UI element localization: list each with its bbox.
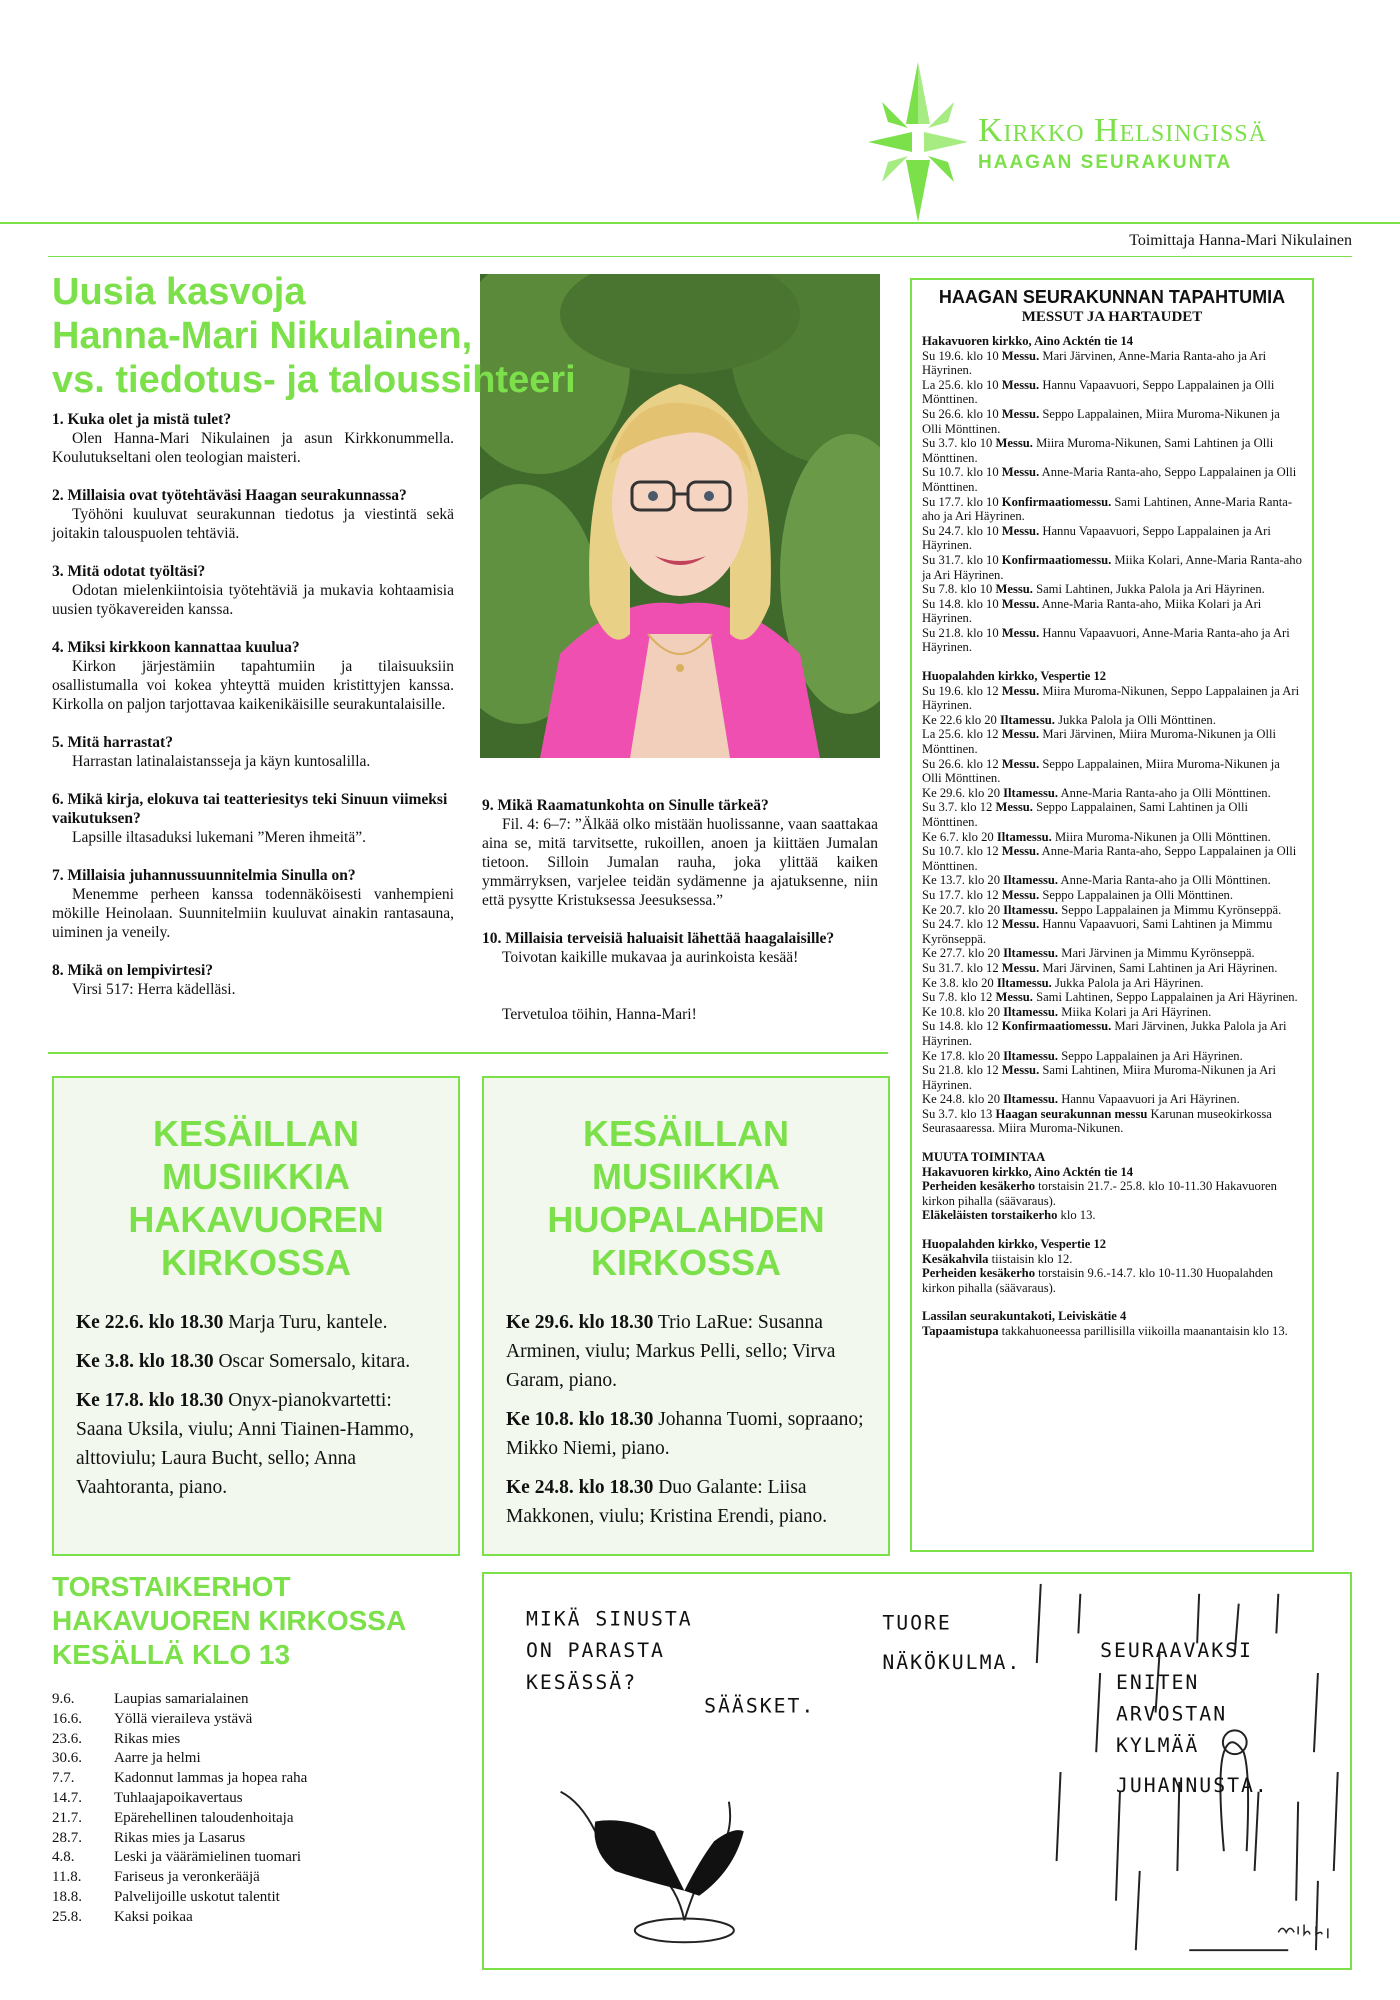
events-section-heading: Hakavuoren kirkko, Aino Acktén tie 14 [922,334,1134,348]
event-people: Seppo Lappalainen ja Olli Mönttinen. [1039,887,1233,902]
answer: Virsi 517: Herra kädelläsi. [72,981,236,998]
comic-bubble-line: KESÄSSÄ? [525,1670,638,1694]
event-people: Sami Lahtinen, Miira Muroma-Nikunen ja Ari Häyrinen. [922,1063,1277,1092]
event-time: Ke 24.8. klo 20 [922,1092,1004,1107]
event-time: Su 26.6. klo 12 [922,756,1002,771]
concert-date: Ke 3.8. klo 18.30 [76,1351,214,1372]
event-time: Su 19.6. klo 10 [922,348,1002,363]
event-time: Su 14.8. klo 12 [922,1019,1002,1034]
event-item [922,465,1302,494]
thursday-date: 28.7. [52,1829,82,1846]
concert-date: Ke 29.6. klo 18.30 [506,1312,654,1333]
thursday-row [52,1749,432,1769]
event-people: Miika Kolari ja Ari Häyrinen. [1058,1004,1212,1019]
event-item [922,1019,1302,1048]
comic-bubble-line: ARVOSTAN [1115,1702,1228,1726]
event-item [922,553,1302,582]
event-item [922,495,1302,524]
event-people: Karunan museokirkossa Seurasaaressa. Miira Muroma-Nikunen. [922,1106,1272,1136]
event-people: Anne-Maria Ranta-aho ja Olli Mönttinen. [1058,873,1271,888]
event-type: Konfirmaatiomessu. [1001,1019,1112,1034]
concert-item [506,1308,866,1395]
qa-item [52,790,454,847]
event-time: Ke 29.6. klo 20 [922,785,1004,800]
thursday-row [52,1868,432,1888]
answer: Odotan mielenkiintoisia työtehtäviä ja mukavia kohtaamisia uusien työkavereiden kanssa. [52,582,454,618]
event-item [922,990,1302,1005]
event-type: Messu. [1001,960,1040,975]
question: 3. Mitä odotat työltäsi? [52,563,206,580]
event-people: takkahuoneessa parillisilla viikoilla maanantaisin klo 13. [998,1324,1288,1338]
thursday-date: 16.6. [52,1710,82,1727]
event-item [922,786,1302,801]
event-type: Iltamessu. [1003,785,1059,800]
thursday-topic: Yöllä vieraileva ystävä [114,1710,253,1727]
event-type: Iltamessu. [1003,1004,1059,1019]
answer: Kirkon järjestämiin tapahtumiin ja tilaisuuksiin osallistumalla voi kokea yhteyttä muiden kristittyjen kanssa. Kirkolla on paljon tarjottavaa kaikenikäisille seurakuntalaisille. [52,658,454,713]
events-title: HAAGAN SEURAKUNNAN TAPAHTUMIA [938,287,1286,307]
answer: Menemme perheen kanssa todennäköisesti vanhempieni mökille Heinolaan. Suunnitelmiin kuuluvat ainakin rantasauna, uiminen ja veneily. [52,886,454,941]
question: 6. Mikä kirja, elokuva tai teatteriesitys teki Sinuun viimeksi vaikutuksen? [52,791,448,827]
event-people: Sami Lahtinen, Anne-Maria Ranta-aho ja Ari Häyrinen. [922,494,1293,524]
events-other-title: MUUTA TOIMINTAA [922,1150,1046,1165]
event-time: La 25.6. klo 12 [922,727,1002,742]
thursday-row [52,1710,432,1730]
event-item [922,1252,1302,1267]
article-title-line: Hanna-Mari Nikulainen, [52,315,473,357]
event-people: Anne-Maria Ranta-aho, Miika Kolari ja Ari Häyrinen. [922,596,1262,626]
logo-main-text: Kirkko Helsingissä [978,112,1267,149]
event-type: Iltamessu. [1003,946,1059,961]
qa-item [482,796,878,910]
thursday-date: 4.8. [52,1849,75,1866]
event-type: Messu. [1001,406,1040,421]
event-people: tiistaisin klo 12. [988,1251,1073,1266]
thursday-title-line: HAKAVUOREN KIRKOSSA [52,1605,407,1636]
thursday-topic: Laupias samarialainen [114,1691,249,1707]
event-time: Su 24.7. klo 12 [922,917,1002,932]
events-other-section [922,1150,1302,1223]
event-people: Mari Järvinen, Miira Muroma-Nikunen ja Olli Mönttinen. [922,727,1276,757]
event-people: Miika Kolari, Anne-Maria Ranta-aho ja Ari Häyrinen. [922,552,1302,582]
event-people: Hannu Vapaavuori, Sami Lahtinen ja Mimmu Kyrönseppä. [922,917,1273,946]
event-item [922,917,1302,946]
event-item [922,873,1302,888]
comic-bubble-line: ENITEN [1115,1670,1200,1694]
event-people: Miira Muroma-Nikunen ja Olli Mönttinen. [1051,829,1271,844]
event-item [922,800,1302,829]
event-time: Su 3.7. klo 12 [922,800,996,815]
article-title [52,270,576,402]
thursday-topic: Fariseus ja veronkerääjä [114,1869,260,1886]
events-section-heading: Huopalahden kirkko, Vespertie 12 [922,1237,1107,1252]
comic-bubble-line: SEURAAVAKSI [1100,1639,1253,1663]
event-type: Kesäkahvila [922,1251,989,1266]
comic-bubble-line: ON PARASTA [525,1639,665,1663]
thursday-topic: Tuhlaajapoikavertaus [114,1789,243,1806]
events-subtitle: MESSUT JA HARTAUDET [1021,309,1203,325]
article-rule [48,1052,888,1054]
event-item [922,757,1302,786]
comic-bubble-line: SÄÄSKET. [704,1694,816,1718]
thursday-date: 7.7. [52,1770,75,1787]
event-people: Mari Järvinen, Jukka Palola ja Ari Häyrinen. [922,1019,1287,1048]
answer: Työhöni kuuluvat seurakunnan tiedotus ja viestintä sekä joitakin talouspuolen tehtäviä. [52,506,454,542]
church-logo-icon [868,62,968,222]
comic-bubble-line: KYLMÄÄ [1115,1734,1200,1758]
event-item [922,1179,1302,1208]
event-item [922,1266,1302,1295]
event-type: Messu. [1001,917,1040,932]
events-box [910,278,1314,1552]
event-people: Jukka Palola ja Olli Mönttinen. [1054,712,1216,727]
qa-item [52,961,454,999]
event-people: Hannu Vapaavuori ja Ari Häyrinen. [1058,1092,1240,1107]
thursday-topic: Rikas mies [114,1730,181,1747]
question: 10. Millaisia terveisiä haluaisit lähettää haagalaisille? [482,930,835,947]
event-time: Su 7.8. klo 12 [922,990,996,1005]
event-item [922,597,1302,626]
event-time: Su 10.7. klo 12 [922,844,1002,859]
event-item [922,961,1302,976]
event-people: Sami Lahtinen, Seppo Lappalainen ja Ari Häyrinen. [1032,990,1298,1005]
event-people: Hannu Vapaavuori, Seppo Lappalainen ja Ari Häyrinen. [922,523,1271,553]
events-list [922,1252,1302,1296]
event-time: Su 31.7. klo 12 [922,960,1002,975]
thursday-topic: Leski ja väärämielinen tuomari [114,1849,302,1866]
event-people: Anne-Maria Ranta-aho ja Olli Mönttinen. [1058,785,1271,800]
answer: Fil. 4: 6–7: ”Älkää olko mistään huolissanne, vaan saattakaa aina se, mitä tarvitsette, rukoillen, anoen ja kiittäen Jumalan tietoon. Silloin Jumalan rauha, joka ylittää kaiken ymmärryksen, varjelee teidän sydämenne ja ajatuksenne, niin että pysytte Kristuksessa Jeesuksessa.” [482,816,878,909]
events-list [922,1324,1302,1339]
artist-signature-icon [1278,1924,1327,1938]
qa-item [52,866,454,942]
event-item [922,626,1302,655]
event-type: Konfirmaatiomessu. [1001,552,1112,567]
event-type: Messu. [1001,887,1040,902]
event-item [922,713,1302,728]
event-type: Iltamessu. [1000,712,1055,727]
event-item [922,844,1302,873]
event-type: Perheiden kesäkerho [922,1266,1035,1281]
question: 4. Miksi kirkkoon kannattaa kuulua? [52,639,300,656]
thursday-date: 11.8. [52,1869,82,1886]
event-type: Konfirmaatiomessu. [1001,494,1112,509]
event-type: Iltamessu. [1003,873,1059,888]
event-item [922,727,1302,756]
event-time: Su 3.7. klo 13 [922,1106,996,1121]
thursday-date: 18.8. [52,1888,82,1905]
event-time: Su 3.7. klo 10 [922,436,996,451]
thursday-topic: Palvelijoille uskotut talentit [114,1888,280,1905]
event-time: Su 31.7. klo 10 [922,552,1002,567]
header-rule-thin [48,256,1352,257]
event-type: Messu. [1001,727,1040,742]
event-time: Ke 22.6 klo 20 [922,712,1001,727]
event-type: Eläkeläisten torstaikerho [922,1208,1058,1223]
event-type: Messu. [1001,465,1040,480]
event-item [922,888,1302,903]
event-type: Messu. [995,800,1033,815]
concert-item [506,1405,866,1463]
event-time: Ke 10.8. klo 20 [922,1004,1004,1019]
event-time: Ke 6.7. klo 20 [922,829,997,844]
event-type: Messu. [995,990,1033,1005]
concert-list [76,1308,436,1502]
concert-date: Ke 17.8. klo 18.30 [76,1390,224,1411]
event-item [922,830,1302,845]
concert-item [76,1347,436,1376]
event-time: Su 24.7. klo 10 [922,523,1002,538]
concert-item [506,1473,866,1531]
concert-item [76,1386,436,1502]
event-item [922,582,1302,597]
event-item [922,1324,1302,1339]
qa-item [52,562,454,619]
qa-column-right [482,796,878,1024]
concert-performers: Onyx-pianokvartetti: Saana Uksila, viulu; Anni Tiainen-Hammo, alttoviulu; Laura Bucht, sello; Anna Vaahtoranta, piano. [76,1390,414,1498]
event-time: Ke 13.7. klo 20 [922,873,1004,888]
answer: Lapsille iltasaduksi lukemani ”Meren ihmeitä”. [72,829,366,846]
event-time: Su 19.6. klo 12 [922,683,1002,698]
comic-bubble-line: NÄKÖKULMA. [882,1651,1022,1675]
concert-performers: Trio LaRue: Susanna Arminen, viulu; Markus Pelli, sello; Virva Garam, piano. [506,1312,836,1391]
comic-bubble-line: MIKÄ SINUSTA [525,1607,693,1631]
thursday-row [52,1848,432,1868]
event-item [922,1063,1302,1092]
event-item [922,684,1302,713]
events-section-heading: Hakavuoren kirkko, Aino Acktén tie 14 [922,1164,1134,1179]
event-item [922,436,1302,465]
thursday-topic: Rikas mies ja Lasarus [114,1829,246,1846]
event-people: Mari Järvinen ja Mimmu Kyrönseppä. [1058,946,1255,961]
question: 8. Mikä on lempivirtesi? [52,962,214,979]
thursday-topic: Kaksi poikaa [114,1908,193,1925]
event-type: Messu. [995,582,1033,597]
thursday-topic: Epärehellinen taloudenhoitaja [114,1809,294,1826]
event-type: Messu. [1001,844,1040,859]
thursday-list [52,1690,432,1928]
event-people: Mari Järvinen, Sami Lahtinen ja Ari Häyrinen. [1039,960,1278,975]
event-type: Messu. [1001,596,1040,611]
concert-box-hakavuori [52,1076,460,1556]
thursday-topic: Aarre ja helmi [114,1750,201,1767]
question: 2. Millaisia ovat työtehtäväsi Haagan seurakunnassa? [52,487,407,504]
event-type: Messu. [1001,348,1040,363]
concert-performers: Duo Galante: Liisa Makkonen, viulu; Kristina Erendi, piano. [506,1477,828,1527]
event-time: Su 17.7. klo 10 [922,494,1002,509]
event-item [922,1049,1302,1064]
event-people: Anne-Maria Ranta-aho, Seppo Lappalainen ja Olli Mönttinen. [922,844,1297,873]
concert-item [76,1308,436,1337]
event-people: Hannu Vapaavuori, Seppo Lappalainen ja Olli Mönttinen. [922,377,1275,407]
event-people: klo 13. [1057,1208,1096,1223]
event-time: Su 10.7. klo 10 [922,465,1002,480]
event-type: Iltamessu. [1003,1092,1059,1107]
event-people: Mari Järvinen, Anne-Maria Ranta-aho ja Ari Häyrinen. [922,348,1267,378]
comic-strip [482,1572,1352,1970]
event-time: Su 17.7. klo 12 [922,887,1002,902]
events-section-heading: Lassilan seurakuntakoti, Leiviskätie 4 [922,1309,1127,1324]
thursday-title [52,1570,406,1672]
qa-item [52,410,454,467]
event-item [922,903,1302,918]
thursday-row [52,1809,432,1829]
event-item [922,524,1302,553]
thursday-date: 21.7. [52,1809,82,1826]
thursday-title-line: KESÄLLÄ KLO 13 [52,1639,291,1670]
comic-bubble-line: TUORE [882,1611,952,1635]
thursday-topic: Kadonnut lammas ja hopea raha [114,1770,308,1787]
concert-performers: Johanna Tuomi, sopraano; Mikko Niemi, piano. [506,1409,864,1459]
qa-column-left [52,410,454,1018]
question: 1. Kuka olet ja mistä tulet? [52,411,232,428]
event-time: Ke 3.8. klo 20 [922,975,997,990]
events-list [922,1179,1302,1223]
thursday-date: 9.6. [52,1691,75,1707]
event-people: Hannu Vapaavuori, Anne-Maria Ranta-aho ja Ari Häyrinen. [922,625,1290,655]
event-people: Miira Muroma-Nikunen, Seppo Lappalainen ja Ari Häyrinen. [922,683,1300,713]
event-type: Messu. [1001,625,1040,640]
event-type: Messu. [1001,1063,1040,1078]
thursday-row [52,1769,432,1789]
event-type: Iltamessu. [996,975,1052,990]
event-time: Su 26.6. klo 10 [922,406,1002,421]
thursday-row [52,1888,432,1908]
thursday-date: 23.6. [52,1730,82,1747]
thursday-date: 25.8. [52,1908,82,1925]
concert-date: Ke 22.6. klo 18.30 [76,1312,224,1333]
event-item [922,378,1302,407]
event-item [922,1107,1302,1136]
event-people: Anne-Maria Ranta-aho, Seppo Lappalainen ja Olli Mönttinen. [922,465,1297,494]
event-time: Su 14.8. klo 10 [922,596,1002,611]
thursday-date: 14.7. [52,1789,82,1806]
closing-line: Tervetuloa töihin, Hanna-Mari! [502,1006,697,1023]
concert-performers: Marja Turu, kantele. [223,1312,388,1333]
events-huopalahti-section [922,669,1302,1136]
event-type: Messu. [1001,683,1040,698]
question: 7. Millaisia juhannussuunnitelmia Sinulla on? [52,867,356,884]
qa-item [52,733,454,771]
concert-list [506,1308,866,1531]
concert-box-huopalahti [482,1076,890,1556]
event-type: Messu. [995,436,1033,451]
event-people: Seppo Lappalainen ja Ari Häyrinen. [1058,1048,1243,1063]
event-item [922,407,1302,436]
event-type: Messu. [1001,756,1040,771]
events-hakavuori-section [922,334,1302,655]
thursday-row [52,1690,432,1710]
event-time: Ke 17.8. klo 20 [922,1048,1004,1063]
concert-performers: Oscar Somersalo, kitara. [213,1351,411,1372]
editor-credit: Toimittaja Hanna-Mari Nikulainen [1129,232,1352,249]
qa-item [52,486,454,543]
logo-sub-text: HAAGAN SEURAKUNTA [978,152,1233,173]
article-title-line: Uusia kasvoja [52,271,306,313]
event-item [922,349,1302,378]
answer: Harrastan latinalaistansseja ja käyn kuntosalilla. [72,753,371,770]
event-type: Iltamessu. [996,829,1052,844]
events-list [922,684,1302,1136]
events-other-huopalahti-section [922,1237,1302,1295]
event-type: Messu. [1001,523,1040,538]
event-people: Seppo Lappalainen ja Mimmu Kyrönseppä. [1058,902,1282,917]
comic-bubble-line: JUHANNUSTA. [1115,1773,1269,1797]
concert-title: KESÄILLAN MUSIIKKIA HUOPALAHDEN KIRKOSSA [547,1113,825,1283]
event-time: La 25.6. klo 10 [922,377,1002,392]
article-title-line: vs. tiedotus- ja taloussihteeri [52,359,576,401]
question: 9. Mikä Raamatunkohta on Sinulle tärkeä? [482,797,769,814]
event-item [922,1208,1302,1223]
events-section-heading: Huopalahden kirkko, Vespertie 12 [922,669,1107,684]
answer: Olen Hanna-Mari Nikulainen ja asun Kirkkonummella. Koulutukseltani olen teologian maisteri. [52,430,454,466]
event-people: Jukka Palola ja Ari Häyrinen. [1051,975,1204,990]
concert-date: Ke 10.8. klo 18.30 [506,1409,654,1430]
concert-date: Ke 24.8. klo 18.30 [506,1477,654,1498]
thursday-row [52,1829,432,1849]
events-list [922,349,1302,655]
events-lassila-section [922,1309,1302,1338]
event-people: torstaisin 21.7.- 25.8. klo 10-11.30 Hakavuoren kirkon pihalla (säävaraus). [922,1179,1277,1208]
thursday-row [52,1908,432,1928]
event-people: Miira Muroma-Nikunen, Sami Lahtinen ja Olli Mönttinen. [922,436,1274,465]
event-time: Ke 20.7. klo 20 [922,902,1004,917]
qa-item [52,638,454,714]
concert-title: KESÄILLAN MUSIIKKIA HAKAVUOREN KIRKOSSA [128,1113,384,1283]
event-time: Su 21.8. klo 12 [922,1063,1002,1078]
thursday-date: 30.6. [52,1750,82,1767]
event-people: Seppo Lappalainen, Sami Lahtinen ja Olli Mönttinen. [922,800,1249,829]
event-type: Tapaamistupa [922,1324,999,1338]
event-type: Iltamessu. [1003,902,1059,917]
thursday-row [52,1789,432,1809]
thursday-row [52,1730,432,1750]
event-type: Messu. [1001,377,1040,392]
event-item [922,946,1302,961]
header-rule [0,222,1400,224]
qa-item [482,929,878,967]
event-item [922,976,1302,991]
event-type: Haagan seurakunnan messu [995,1106,1148,1121]
event-people: Seppo Lappalainen, Miira Muroma-Nikunen ja Olli Mönttinen. [922,756,1280,786]
logo-text [978,112,1267,174]
event-type: Perheiden kesäkerho [922,1179,1035,1194]
event-time: Ke 27.7. klo 20 [922,946,1004,961]
thursday-title-line: TORSTAIKERHOT [52,1571,291,1602]
event-people: Sami Lahtinen, Jukka Palola ja Ari Häyrinen. [1032,582,1265,597]
event-type: Iltamessu. [1003,1048,1059,1063]
event-people: torstaisin 9.6.-14.7. klo 10-11.30 Huopalahden kirkon pihalla (säävaraus). [922,1266,1274,1295]
event-time: Su 21.8. klo 10 [922,625,1002,640]
question: 5. Mitä harrastat? [52,734,173,751]
answer: Toivotan kaikille mukavaa ja aurinkoista kesää! [502,949,799,966]
event-people: Seppo Lappalainen, Miira Muroma-Nikunen ja Olli Mönttinen. [922,406,1280,436]
event-item [922,1005,1302,1020]
event-item [922,1092,1302,1107]
event-time: Su 7.8. klo 10 [922,582,996,597]
